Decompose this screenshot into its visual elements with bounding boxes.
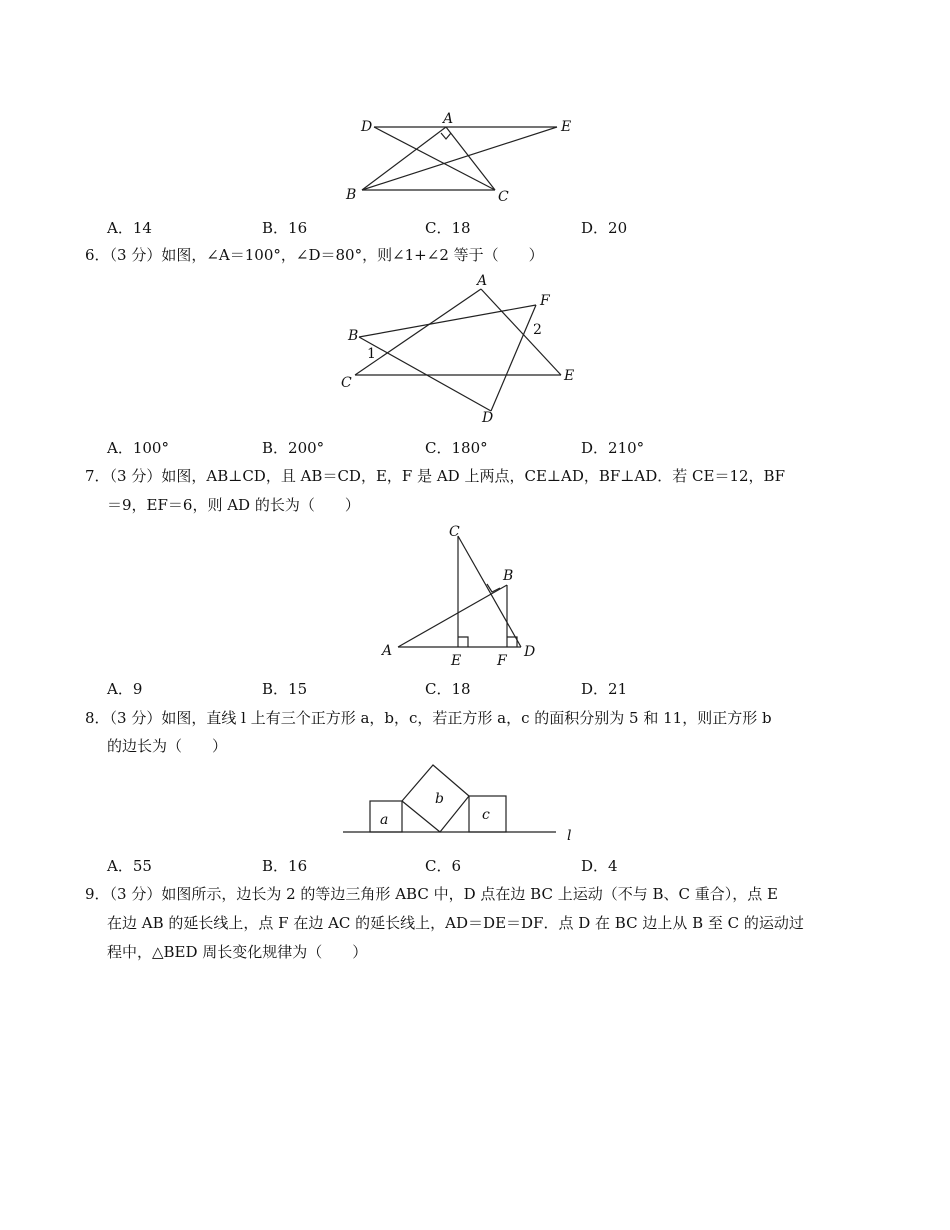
q5-option-d[interactable]: D．20 [581,219,628,237]
q7-stem-line-1: 7．（3 分）如图，AB⊥CD，且 AB＝CD，E，F 是 AD 上两点，CE⊥AD，BF⊥AD．若 CE＝12，BF [85,467,785,485]
q7-label-c: C [449,524,460,540]
q6-label-1: 1 [367,346,376,362]
q9-stem-line-1: 9．（3 分）如图所示，边长为 2 的等边三角形 ABC 中，D 点在边 BC 上运动（不与 B、C 重合），点 E [85,885,778,903]
q8-label-l: l [567,828,572,844]
q7-option-a[interactable]: A．9 [107,680,143,698]
q5-label-a: A [443,111,454,127]
q8-option-a[interactable]: A．55 [107,857,152,875]
q7-figure [0,520,950,670]
q7-label-e: E [451,653,462,669]
q6-label-e: E [564,368,575,384]
q5-line-ac [446,127,495,190]
q8-option-b[interactable]: B．16 [262,857,308,875]
q6-label-d: D [482,410,494,426]
q5-option-a[interactable]: A．14 [107,219,152,237]
q6-option-c[interactable]: C．180° [425,439,488,457]
q7-label-d: D [524,644,536,660]
q5-label-c: C [498,189,509,205]
q6-option-a[interactable]: A．100° [107,439,169,457]
q6-label-b: B [348,328,359,344]
q8-figure [0,760,950,850]
q7-option-d[interactable]: D．21 [581,680,628,698]
q9-stem-line-3: 程中，△BED 周长变化规律为（ ） [107,943,368,961]
q8-label-b: b [435,791,444,807]
q6-line-bd [359,337,491,411]
q5-label-e: E [561,119,572,135]
q5-option-c[interactable]: C．18 [425,219,471,237]
q8-option-d[interactable]: D．4 [581,857,618,875]
q6-label-2: 2 [533,322,542,338]
q8-label-c: c [482,807,490,823]
q5-option-b[interactable]: B．16 [262,219,308,237]
q6-option-d[interactable]: D．210° [581,439,645,457]
q7-line-cd [458,536,521,647]
q7-label-b: B [503,568,514,584]
q6-figure [0,270,950,430]
q5-figure [0,0,950,210]
q7-label-a: A [382,643,393,659]
q6-label-f: F [540,293,550,309]
q6-label-c: C [341,375,352,391]
q7-option-c[interactable]: C．18 [425,680,471,698]
q8-stem-line-2: 的边长为（ ） [107,737,228,755]
q8-option-c[interactable]: C．6 [425,857,462,875]
q6-line-fd [491,305,536,411]
q8-label-a: a [380,812,389,828]
q6-stem: 6．（3 分）如图，∠A＝100°，∠D＝80°，则∠1+∠2 等于（ ） [85,246,544,264]
q7-stem-line-2: ＝9，EF＝6，则 AD 的长为（ ） [107,496,360,514]
q7-right-angle-e [458,637,468,647]
q5-label-d: D [361,119,373,135]
q5-label-b: B [346,187,357,203]
q9-stem-line-2: 在边 AB 的延长线上，点 F 在边 AC 的延长线上，AD＝DE＝DF．点 D 在 BC 边上从 B 至 C 的运动过 [107,914,804,932]
q7-line-ab [398,585,507,647]
q6-line-ca [355,289,481,375]
q5-right-angle-mark [441,133,451,139]
q7-option-b[interactable]: B．15 [262,680,308,698]
q6-option-b[interactable]: B．200° [262,439,325,457]
q6-label-a: A [477,273,488,289]
q6-line-bf [359,305,536,337]
q7-label-f: F [497,653,507,669]
q8-stem-line-1: 8．（3 分）如图，直线 l 上有三个正方形 a，b，c，若正方形 a，c 的面积分别为 5 和 11，则正方形 b [85,709,772,727]
